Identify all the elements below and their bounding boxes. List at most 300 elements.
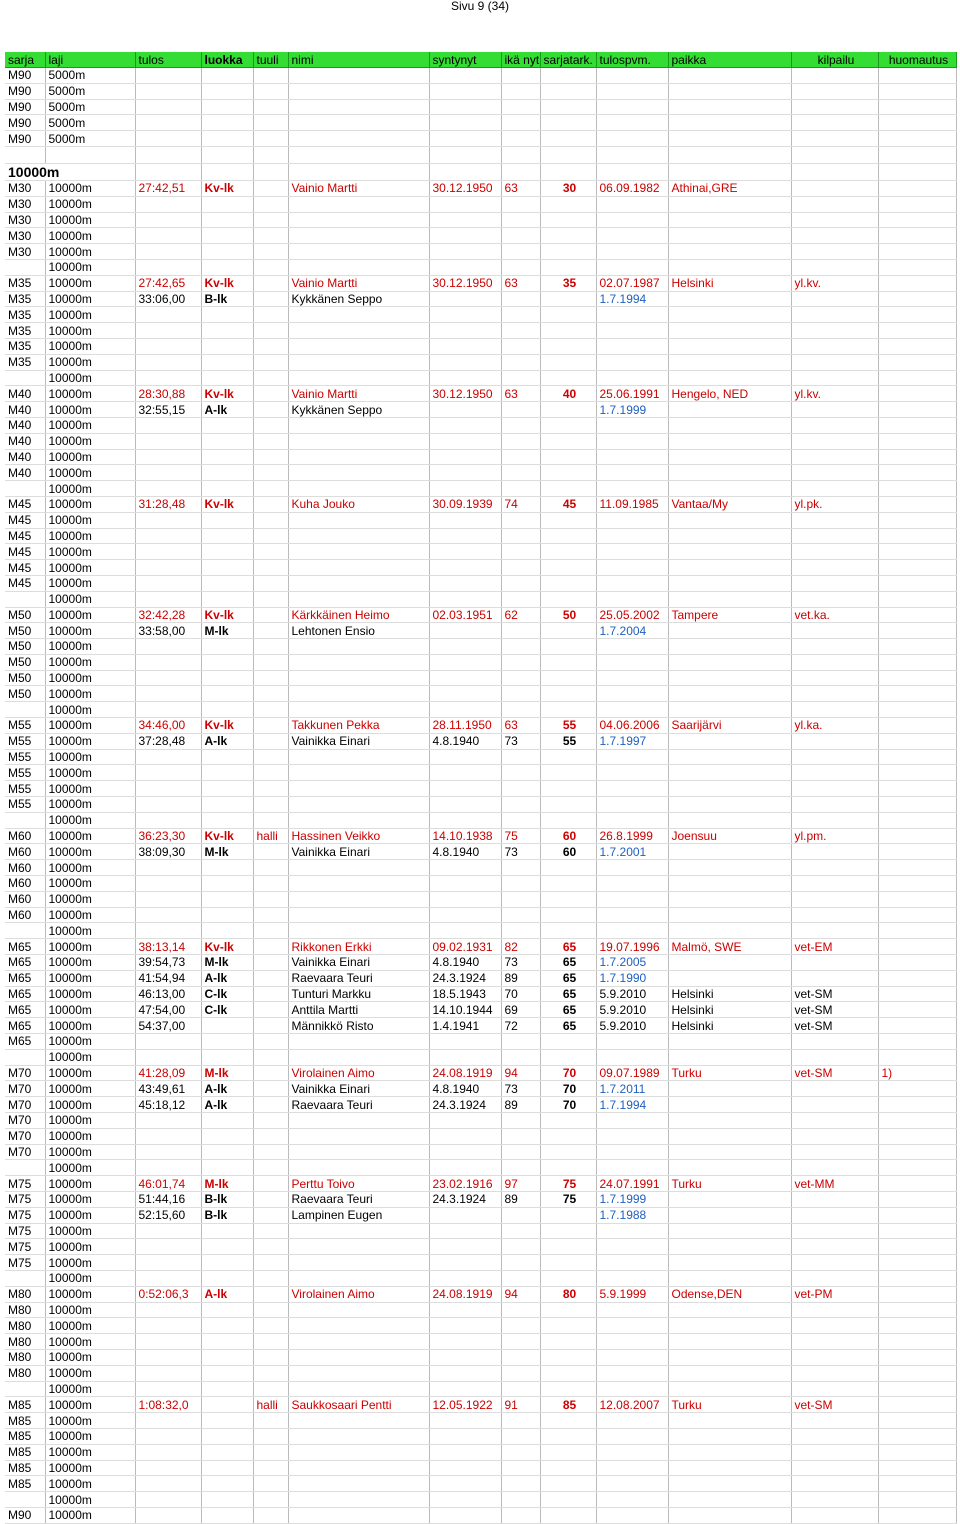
cell-tulos (135, 876, 201, 892)
cell-luokka (201, 212, 253, 228)
cell-syntynyt: 4.8.1940 (429, 955, 501, 971)
cell-laji: 10000m (45, 1081, 135, 1097)
cell-ika: 91 (501, 1397, 540, 1413)
cell-sarja: M70 (5, 1097, 45, 1113)
table-row (5, 402, 956, 418)
cell-sarjatark: 65 (540, 1002, 596, 1018)
cell-laji: 10000m (45, 449, 135, 465)
cell-syntynyt (429, 891, 501, 907)
cell-syntynyt (429, 196, 501, 212)
cell-nimi: Vainio Martti (288, 275, 429, 291)
cell-sarja: M55 (5, 733, 45, 749)
table-row (5, 1334, 956, 1350)
table-row (5, 1049, 956, 1065)
cell-nimi (288, 876, 429, 892)
cell-luokka (201, 1365, 253, 1381)
cell-laji: 10000m (45, 1302, 135, 1318)
cell-sarjatark: 50 (540, 607, 596, 623)
cell-tulospvm (596, 1270, 668, 1286)
cell-sarjatark (540, 1113, 596, 1129)
cell-nimi: Anttila Martti (288, 1002, 429, 1018)
cell-tulospvm (596, 639, 668, 655)
cell-kilpailu (791, 259, 878, 275)
cell-luokka (201, 702, 253, 718)
cell-sarja: M30 (5, 212, 45, 228)
cell-sarja: M85 (5, 1444, 45, 1460)
cell-ika (501, 765, 540, 781)
cell-luokka (201, 68, 253, 84)
cell-tulos (135, 115, 201, 131)
cell-paikka (668, 860, 791, 876)
cell-luokka (201, 1239, 253, 1255)
cell-nimi (288, 1160, 429, 1176)
cell-tulospvm: 04.06.2006 (596, 718, 668, 734)
cell-kilpailu (791, 244, 878, 260)
cell-kilpailu (791, 512, 878, 528)
cell-tuuli (253, 180, 288, 196)
cell-tulospvm: 1.7.2001 (596, 844, 668, 860)
cell-kilpailu (791, 115, 878, 131)
cell-syntynyt (429, 1428, 501, 1444)
cell-tulospvm (596, 528, 668, 544)
cell-kilpailu (791, 891, 878, 907)
cell-tulospvm (596, 370, 668, 386)
cell-tuuli (253, 1334, 288, 1350)
cell-sarja: M50 (5, 623, 45, 639)
cell-tuuli (253, 1286, 288, 1302)
cell-tulospvm (596, 228, 668, 244)
cell-nimi (288, 1492, 429, 1508)
cell-sarja: M50 (5, 654, 45, 670)
cell-ika (501, 1034, 540, 1050)
cell-kilpailu (791, 1318, 878, 1334)
cell-kilpailu (791, 323, 878, 339)
cell-laji: 10000m (45, 828, 135, 844)
cell-huomautus (878, 812, 956, 828)
cell-nimi: Vainio Martti (288, 386, 429, 402)
cell-tulospvm: 02.07.1987 (596, 275, 668, 291)
cell-tulospvm (596, 1460, 668, 1476)
cell-sarjatark (540, 702, 596, 718)
cell-laji: 10000m (45, 354, 135, 370)
cell-paikka (668, 196, 791, 212)
cell-tulospvm: 1.7.1994 (596, 291, 668, 307)
cell-tulospvm (596, 244, 668, 260)
cell-luokka (201, 812, 253, 828)
cell-kilpailu (791, 1428, 878, 1444)
cell-huomautus (878, 433, 956, 449)
cell-paikka (668, 781, 791, 797)
column-header-luokka: luokka (201, 52, 253, 68)
cell-kilpailu (791, 465, 878, 481)
cell-luokka (201, 1049, 253, 1065)
cell-nimi (288, 370, 429, 386)
cell-huomautus (878, 544, 956, 560)
cell-laji: 10000m (45, 1018, 135, 1034)
cell-tulos (135, 1128, 201, 1144)
cell-tulos: 37:28,48 (135, 733, 201, 749)
cell-paikka (668, 1413, 791, 1429)
cell-sarjatark: 85 (540, 1397, 596, 1413)
cell-syntynyt (429, 1365, 501, 1381)
cell-tulos (135, 417, 201, 433)
cell-huomautus (878, 797, 956, 813)
cell-sarja: M30 (5, 228, 45, 244)
cell-kilpailu: yl.pk. (791, 496, 878, 512)
cell-syntynyt: 14.10.1944 (429, 1002, 501, 1018)
cell-tuuli (253, 876, 288, 892)
cell-luokka: Kv-lk (201, 386, 253, 402)
cell-tuuli (253, 1507, 288, 1523)
cell-nimi (288, 115, 429, 131)
table-row (5, 1034, 956, 1050)
cell-huomautus (878, 1428, 956, 1444)
table-row (5, 1413, 956, 1429)
cell-syntynyt: 09.02.1931 (429, 939, 501, 955)
cell-paikka: Vantaa/My (668, 496, 791, 512)
cell-ika (501, 1239, 540, 1255)
cell-laji: 10000m (45, 1097, 135, 1113)
table-row (5, 275, 956, 291)
column-header-syntynyt: syntynyt (429, 52, 501, 68)
cell-tulos (135, 354, 201, 370)
cell-huomautus (878, 417, 956, 433)
cell-laji: 10000m (45, 1239, 135, 1255)
cell-ika (501, 1160, 540, 1176)
cell-syntynyt (429, 654, 501, 670)
cell-huomautus (878, 1144, 956, 1160)
cell-ika (501, 307, 540, 323)
cell-syntynyt (429, 907, 501, 923)
cell-huomautus (878, 749, 956, 765)
cell-luokka (201, 1302, 253, 1318)
cell-huomautus (878, 1397, 956, 1413)
cell-tulospvm (596, 1428, 668, 1444)
spacer-row (5, 146, 956, 163)
cell-luokka (201, 115, 253, 131)
cell-huomautus (878, 844, 956, 860)
cell-tuuli (253, 1349, 288, 1365)
table-row (5, 449, 956, 465)
cell-tuuli (253, 496, 288, 512)
cell-tulos (135, 797, 201, 813)
spacer-cell (540, 146, 596, 163)
cell-huomautus (878, 560, 956, 576)
cell-luokka (201, 307, 253, 323)
cell-sarja: M90 (5, 68, 45, 84)
cell-kilpailu (791, 481, 878, 497)
cell-kilpailu (791, 228, 878, 244)
cell-paikka: Odense,DEN (668, 1286, 791, 1302)
cell-tulos (135, 528, 201, 544)
cell-nimi (288, 1128, 429, 1144)
cell-tulos: 38:13,14 (135, 939, 201, 955)
cell-tuuli (253, 1460, 288, 1476)
cell-tulospvm (596, 83, 668, 99)
cell-sarjatark (540, 1034, 596, 1050)
cell-syntynyt: 24.08.1919 (429, 1286, 501, 1302)
cell-laji: 10000m (45, 1349, 135, 1365)
cell-tuuli (253, 955, 288, 971)
section-empty-cell (135, 163, 201, 180)
cell-ika: 73 (501, 1081, 540, 1097)
cell-kilpailu (791, 1049, 878, 1065)
cell-nimi (288, 196, 429, 212)
table-row (5, 1239, 956, 1255)
cell-kilpailu (791, 1239, 878, 1255)
cell-kilpailu (791, 1302, 878, 1318)
cell-sarjatark: 30 (540, 180, 596, 196)
cell-nimi: Raevaara Teuri (288, 1191, 429, 1207)
table-row (5, 1128, 956, 1144)
cell-sarja: M55 (5, 781, 45, 797)
cell-luokka (201, 654, 253, 670)
cell-syntynyt (429, 1507, 501, 1523)
cell-luokka (201, 781, 253, 797)
cell-kilpailu (791, 354, 878, 370)
cell-laji: 10000m (45, 1207, 135, 1223)
cell-paikka (668, 623, 791, 639)
cell-ika (501, 1128, 540, 1144)
cell-ika: 97 (501, 1176, 540, 1192)
cell-luokka: M-lk (201, 1176, 253, 1192)
cell-kilpailu (791, 1207, 878, 1223)
cell-luokka (201, 686, 253, 702)
cell-ika (501, 323, 540, 339)
table-row (5, 607, 956, 623)
cell-kilpailu (791, 433, 878, 449)
cell-tuuli (253, 970, 288, 986)
cell-laji: 10000m (45, 196, 135, 212)
cell-kilpailu: yl.ka. (791, 718, 878, 734)
cell-luokka (201, 765, 253, 781)
cell-huomautus (878, 465, 956, 481)
cell-huomautus (878, 131, 956, 147)
cell-paikka (668, 1476, 791, 1492)
cell-laji: 10000m (45, 212, 135, 228)
cell-luokka (201, 1507, 253, 1523)
cell-kilpailu (791, 68, 878, 84)
cell-nimi (288, 1444, 429, 1460)
cell-nimi (288, 1255, 429, 1271)
cell-sarja (5, 1160, 45, 1176)
cell-laji: 5000m (45, 68, 135, 84)
cell-sarjatark (540, 1349, 596, 1365)
cell-laji: 10000m (45, 1460, 135, 1476)
cell-kilpailu (791, 338, 878, 354)
cell-luokka (201, 1255, 253, 1271)
cell-nimi (288, 1113, 429, 1129)
cell-sarja (5, 702, 45, 718)
cell-nimi (288, 212, 429, 228)
cell-syntynyt (429, 1239, 501, 1255)
cell-syntynyt: 30.12.1950 (429, 386, 501, 402)
cell-syntynyt (429, 876, 501, 892)
cell-tulospvm: 1.7.2005 (596, 955, 668, 971)
cell-ika (501, 1492, 540, 1508)
cell-tulospvm (596, 907, 668, 923)
cell-syntynyt (429, 481, 501, 497)
cell-kilpailu (791, 1444, 878, 1460)
cell-tulos: 0:52:06,3 (135, 1286, 201, 1302)
cell-sarja: M60 (5, 907, 45, 923)
cell-kilpailu (791, 876, 878, 892)
cell-tulos: 51:44,16 (135, 1191, 201, 1207)
cell-luokka (201, 259, 253, 275)
table-row (5, 1018, 956, 1034)
table-row (5, 797, 956, 813)
cell-ika (501, 781, 540, 797)
cell-laji: 10000m (45, 1444, 135, 1460)
cell-sarja: M75 (5, 1255, 45, 1271)
cell-ika (501, 244, 540, 260)
cell-syntynyt (429, 1413, 501, 1429)
cell-paikka: Turku (668, 1065, 791, 1081)
spacer-cell (135, 146, 201, 163)
cell-sarjatark (540, 639, 596, 655)
cell-sarjatark: 60 (540, 828, 596, 844)
cell-luokka: Kv-lk (201, 275, 253, 291)
cell-ika (501, 544, 540, 560)
cell-tuuli (253, 670, 288, 686)
cell-syntynyt: 12.05.1922 (429, 1397, 501, 1413)
cell-paikka (668, 1381, 791, 1397)
table-row (5, 654, 956, 670)
cell-syntynyt (429, 544, 501, 560)
cell-kilpailu (791, 544, 878, 560)
cell-sarjatark (540, 923, 596, 939)
cell-tulos (135, 1492, 201, 1508)
cell-syntynyt (429, 512, 501, 528)
cell-ika (501, 670, 540, 686)
cell-sarja: M50 (5, 686, 45, 702)
cell-luokka (201, 196, 253, 212)
cell-luokka: A-lk (201, 970, 253, 986)
cell-tulos (135, 1444, 201, 1460)
cell-sarja: M65 (5, 970, 45, 986)
cell-sarja: M80 (5, 1286, 45, 1302)
table-row (5, 1397, 956, 1413)
cell-laji: 10000m (45, 275, 135, 291)
cell-syntynyt (429, 1444, 501, 1460)
cell-kilpailu (791, 1507, 878, 1523)
cell-paikka (668, 244, 791, 260)
cell-sarjatark (540, 212, 596, 228)
cell-kilpailu (791, 370, 878, 386)
cell-luokka (201, 1128, 253, 1144)
cell-sarjatark (540, 1428, 596, 1444)
table-row (5, 1349, 956, 1365)
cell-nimi (288, 749, 429, 765)
cell-sarjatark (540, 1223, 596, 1239)
table-row (5, 544, 956, 560)
cell-sarjatark: 70 (540, 1081, 596, 1097)
cell-sarja: M35 (5, 323, 45, 339)
cell-sarja: M45 (5, 575, 45, 591)
cell-sarja: M85 (5, 1428, 45, 1444)
cell-tulospvm: 1.7.2011 (596, 1081, 668, 1097)
spacer-cell (253, 146, 288, 163)
cell-tulospvm: 09.07.1989 (596, 1065, 668, 1081)
cell-kilpailu (791, 591, 878, 607)
cell-sarjatark: 80 (540, 1286, 596, 1302)
cell-sarjatark (540, 670, 596, 686)
cell-nimi: Virolainen Aimo (288, 1286, 429, 1302)
cell-ika: 74 (501, 496, 540, 512)
cell-syntynyt (429, 1255, 501, 1271)
cell-luokka (201, 1018, 253, 1034)
cell-sarja: M70 (5, 1081, 45, 1097)
cell-paikka (668, 702, 791, 718)
cell-sarja: M55 (5, 765, 45, 781)
cell-tulospvm: 1.7.1999 (596, 402, 668, 418)
cell-paikka (668, 528, 791, 544)
cell-sarja: M30 (5, 244, 45, 260)
cell-kilpailu (791, 402, 878, 418)
table-row (5, 1081, 956, 1097)
cell-sarjatark: 55 (540, 718, 596, 734)
cell-laji: 10000m (45, 1160, 135, 1176)
cell-tuuli (253, 844, 288, 860)
cell-huomautus (878, 955, 956, 971)
cell-laji: 10000m (45, 1176, 135, 1192)
cell-huomautus (878, 386, 956, 402)
section-empty-cell (201, 163, 253, 180)
cell-huomautus (878, 1113, 956, 1129)
cell-nimi: Kärkkäinen Heimo (288, 607, 429, 623)
cell-nimi (288, 131, 429, 147)
cell-tuuli (253, 1381, 288, 1397)
cell-paikka (668, 797, 791, 813)
table-row (5, 83, 956, 99)
cell-tulospvm (596, 1128, 668, 1144)
cell-nimi (288, 1428, 429, 1444)
cell-luokka (201, 323, 253, 339)
cell-tulospvm (596, 196, 668, 212)
cell-syntynyt: 4.8.1940 (429, 1081, 501, 1097)
table-row (5, 1255, 956, 1271)
cell-sarja: M35 (5, 275, 45, 291)
cell-tulos: 43:49,61 (135, 1081, 201, 1097)
cell-tulospvm (596, 1113, 668, 1129)
cell-laji: 10000m (45, 433, 135, 449)
cell-nimi (288, 512, 429, 528)
cell-ika (501, 1365, 540, 1381)
cell-huomautus (878, 733, 956, 749)
table-row (5, 1002, 956, 1018)
cell-tuuli (253, 307, 288, 323)
cell-sarja: M45 (5, 496, 45, 512)
cell-syntynyt (429, 749, 501, 765)
cell-tuuli (253, 402, 288, 418)
cell-paikka (668, 1160, 791, 1176)
cell-luokka (201, 417, 253, 433)
cell-syntynyt (429, 812, 501, 828)
cell-paikka: Turku (668, 1397, 791, 1413)
cell-kilpailu (791, 702, 878, 718)
cell-huomautus (878, 1302, 956, 1318)
cell-tuuli (253, 68, 288, 84)
cell-tulos (135, 449, 201, 465)
cell-laji: 10000m (45, 623, 135, 639)
cell-laji: 10000m (45, 781, 135, 797)
table-row (5, 1113, 956, 1129)
cell-syntynyt (429, 797, 501, 813)
cell-tuuli (253, 115, 288, 131)
cell-paikka (668, 512, 791, 528)
table-row (5, 465, 956, 481)
cell-laji: 10000m (45, 1223, 135, 1239)
